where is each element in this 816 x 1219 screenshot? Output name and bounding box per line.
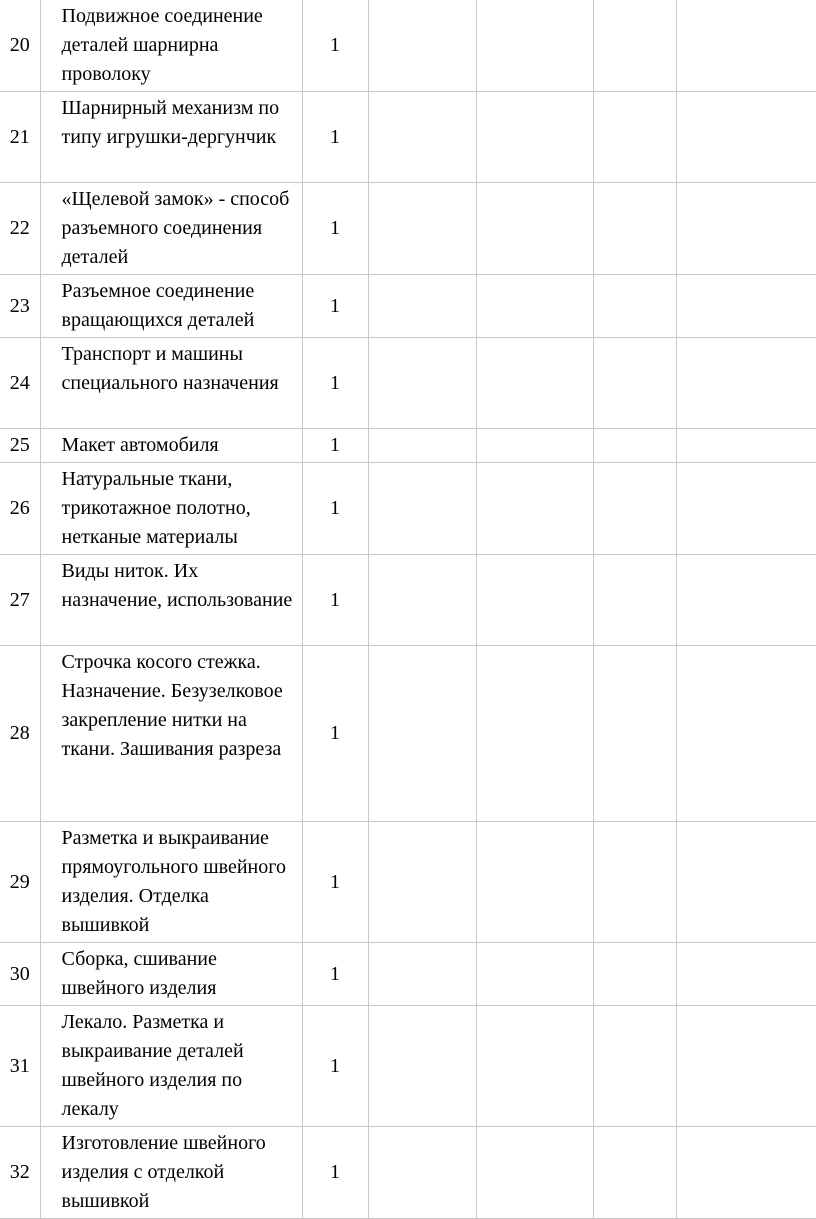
empty-cell: [593, 183, 676, 275]
row-hours: 1: [302, 555, 368, 646]
empty-cell: [676, 943, 816, 1006]
row-topic: Макет автомобиля: [40, 429, 302, 463]
row-topic: Строчка косого стежка. Назначение. Безузелковое закрепление нитки на ткани. Зашивания разреза: [40, 646, 302, 822]
row-number: 26: [0, 463, 40, 555]
row-number: 20: [0, 0, 40, 92]
empty-cell: [593, 0, 676, 92]
row-topic: Разъемное соединение вращающихся деталей: [40, 275, 302, 338]
empty-cell: [476, 1006, 593, 1127]
row-topic: «Щелевой замок» - способ разъемного соединения деталей: [40, 183, 302, 275]
empty-cell: [593, 338, 676, 429]
row-number: 24: [0, 338, 40, 429]
row-hours: 1: [302, 822, 368, 943]
empty-cell: [593, 646, 676, 822]
empty-cell: [368, 1006, 476, 1127]
row-topic: Изготовление швейного изделия с отделкой вышивкой: [40, 1127, 302, 1219]
row-hours: 1: [302, 943, 368, 1006]
table-row: [0, 646, 816, 822]
empty-cell: [476, 1127, 593, 1219]
empty-cell: [676, 463, 816, 555]
empty-cell: [368, 92, 476, 183]
empty-cell: [476, 646, 593, 822]
empty-cell: [368, 1127, 476, 1219]
table-row: [0, 0, 816, 92]
row-number: 31: [0, 1006, 40, 1127]
empty-cell: [368, 275, 476, 338]
row-number: 22: [0, 183, 40, 275]
empty-cell: [368, 0, 476, 92]
empty-cell: [368, 822, 476, 943]
empty-cell: [368, 429, 476, 463]
empty-cell: [676, 1006, 816, 1127]
table-row: [0, 183, 816, 275]
table-row: [0, 463, 816, 555]
row-hours: 1: [302, 646, 368, 822]
table-row: [0, 822, 816, 943]
row-hours: 1: [302, 92, 368, 183]
table-row: [0, 92, 816, 183]
row-topic: Шарнирный механизм по типу игрушки-дергунчик: [40, 92, 302, 183]
empty-cell: [368, 338, 476, 429]
empty-cell: [676, 646, 816, 822]
empty-cell: [593, 275, 676, 338]
empty-cell: [476, 822, 593, 943]
row-hours: 1: [302, 1006, 368, 1127]
empty-cell: [593, 429, 676, 463]
row-topic: Сборка, сшивание швейного изделия: [40, 943, 302, 1006]
row-hours: 1: [302, 338, 368, 429]
empty-cell: [593, 822, 676, 943]
empty-cell: [368, 943, 476, 1006]
row-topic: Транспорт и машины специального назначения: [40, 338, 302, 429]
empty-cell: [476, 183, 593, 275]
empty-cell: [368, 555, 476, 646]
empty-cell: [593, 943, 676, 1006]
row-number: 30: [0, 943, 40, 1006]
row-hours: 1: [302, 429, 368, 463]
empty-cell: [368, 646, 476, 822]
empty-cell: [476, 463, 593, 555]
row-hours: 1: [302, 1127, 368, 1219]
empty-cell: [476, 92, 593, 183]
row-topic: Подвижное соединение деталей шарнирна проволоку: [40, 0, 302, 92]
empty-cell: [676, 429, 816, 463]
empty-cell: [676, 1127, 816, 1219]
table-row: [0, 1006, 816, 1127]
empty-cell: [476, 275, 593, 338]
row-hours: 1: [302, 463, 368, 555]
empty-cell: [368, 183, 476, 275]
table-row: [0, 338, 816, 429]
table-row: [0, 943, 816, 1006]
row-number: 27: [0, 555, 40, 646]
empty-cell: [368, 463, 476, 555]
row-topic: Разметка и выкраивание прямоугольного швейного изделия. Отделка вышивкой: [40, 822, 302, 943]
empty-cell: [476, 429, 593, 463]
row-number: 23: [0, 275, 40, 338]
empty-cell: [676, 183, 816, 275]
table-row: [0, 429, 816, 463]
empty-cell: [476, 943, 593, 1006]
empty-cell: [676, 275, 816, 338]
table-row: [0, 1127, 816, 1219]
empty-cell: [593, 555, 676, 646]
empty-cell: [593, 1006, 676, 1127]
table-row: [0, 555, 816, 646]
row-number: 28: [0, 646, 40, 822]
row-hours: 1: [302, 275, 368, 338]
row-hours: 1: [302, 0, 368, 92]
empty-cell: [676, 92, 816, 183]
row-number: 29: [0, 822, 40, 943]
row-topic: Виды ниток. Их назначение, использование: [40, 555, 302, 646]
empty-cell: [676, 822, 816, 943]
table-row: [0, 275, 816, 338]
empty-cell: [476, 338, 593, 429]
empty-cell: [593, 1127, 676, 1219]
empty-cell: [676, 0, 816, 92]
empty-cell: [476, 555, 593, 646]
empty-cell: [593, 463, 676, 555]
row-topic: Лекало. Разметка и выкраивание деталей швейного изделия по лекалу: [40, 1006, 302, 1127]
empty-cell: [593, 92, 676, 183]
empty-cell: [676, 555, 816, 646]
empty-cell: [676, 338, 816, 429]
row-number: 32: [0, 1127, 40, 1219]
row-hours: 1: [302, 183, 368, 275]
empty-cell: [476, 0, 593, 92]
row-number: 25: [0, 429, 40, 463]
row-topic: Натуральные ткани, трикотажное полотно, нетканые материалы: [40, 463, 302, 555]
row-number: 21: [0, 92, 40, 183]
